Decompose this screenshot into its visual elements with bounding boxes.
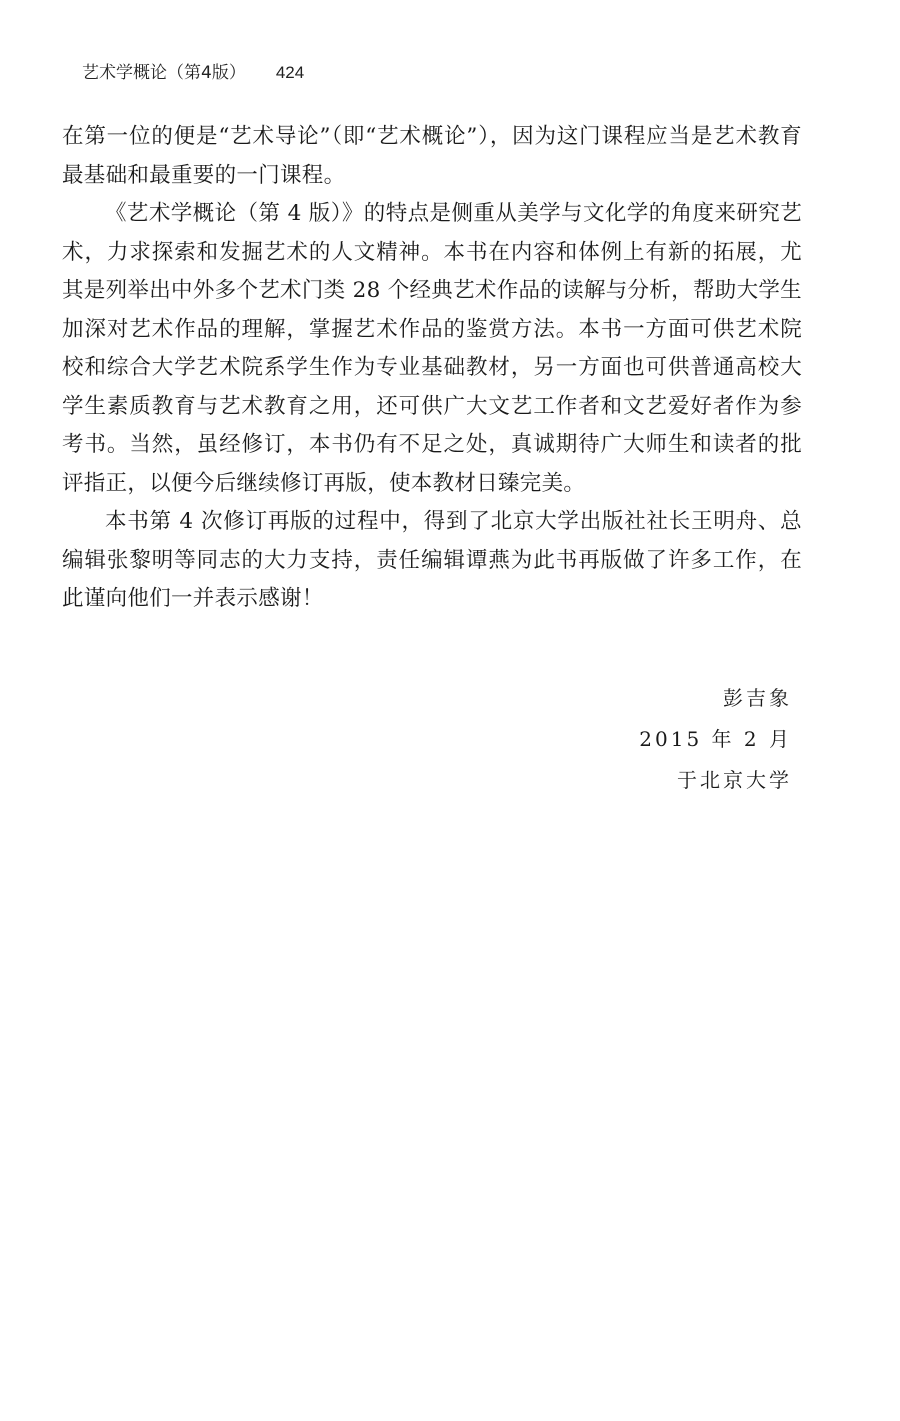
book-title: 艺术学概论（第4版） — [82, 63, 246, 83]
signature-place: 于北京大学 — [677, 768, 792, 792]
paragraph-continued: 在第一位的便是“艺术导论”（即“艺术概论”），因为这门课程应当是艺术教育最基础和最重要的一门课程。 — [62, 124, 802, 188]
paragraph-acknowledgements: 本书第 4 次修订再版的过程中，得到了北京大学出版社社长王明舟、总编辑张黎明等同志的大力支持，责任编辑谭燕为此书再版做了许多工作，在此谨向他们一并表示感谢！ — [62, 509, 802, 611]
paragraph-book-features: 《艺术学概论（第 4 版）》的特点是侧重从美学与文化学的角度来研究艺术，力求探索和发掘艺术的人文精神。本书在内容和体例上有新的拓展，尤其是列举出中外多个艺术门类 28 个经典艺术作品的读解与分析，帮助大学生加深对艺术作品的理解，掌握艺术作品的鉴赏方法。本书一方面可供艺术院校和综合大学艺术院系学生作为专业基础教材，另一方面也可供普通高校大学生素质教育与艺术教育之用，还可供广大文艺工作者和文艺爱好者作为参考书。当然，虽经修订，本书仍有不足之处，真诚期待广大师生和读者的批评指正，以便今后继续修订再版，使本教材日臻完美。 — [62, 201, 802, 496]
signature-block — [639, 678, 792, 801]
signature-date: 2015 年 2 月 — [639, 727, 792, 751]
page-number: 424 — [275, 63, 305, 82]
body-text — [62, 118, 802, 619]
running-header — [82, 58, 304, 83]
author-name: 彭吉象 — [723, 686, 792, 710]
